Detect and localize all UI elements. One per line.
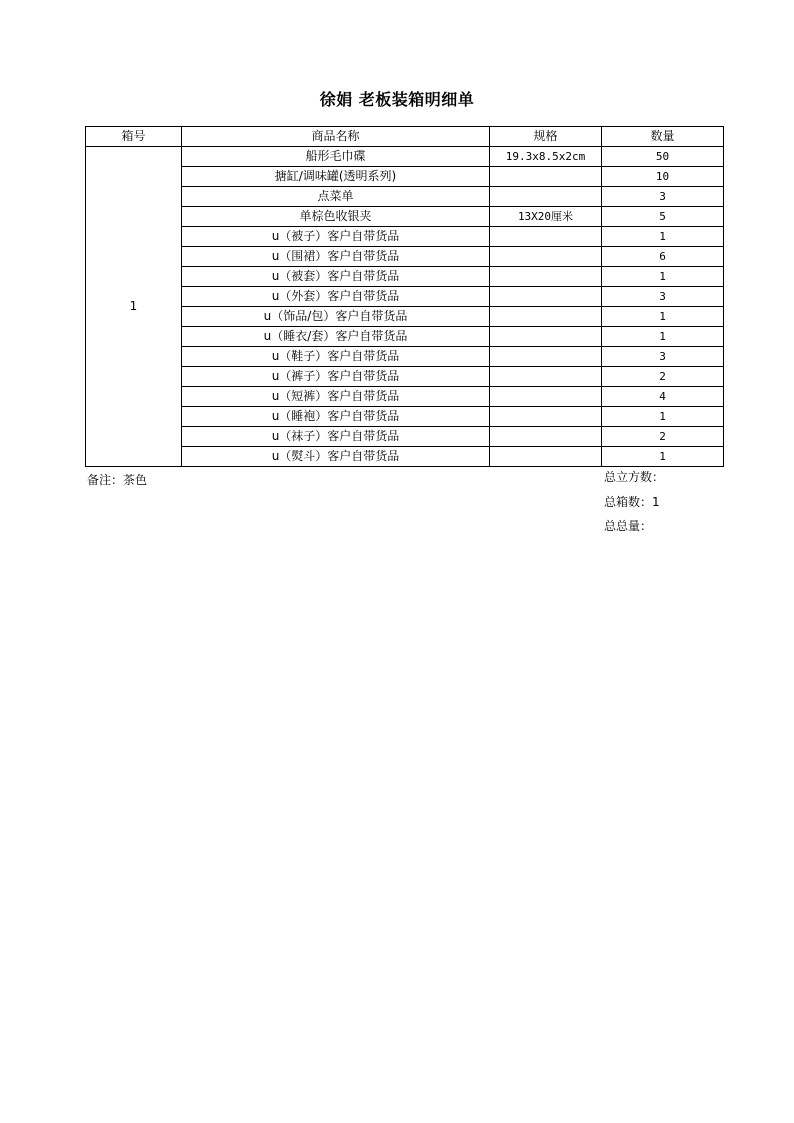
table-row <box>86 147 724 167</box>
total-volume-label: 总立方数： <box>604 470 665 484</box>
spec-cell <box>490 167 602 187</box>
quantity-cell: 2 <box>602 367 724 387</box>
quantity-cell: 5 <box>602 207 724 227</box>
header-quantity: 数量 <box>602 127 724 147</box>
product-name-cell: 船形毛巾碟 <box>182 147 490 167</box>
table-row <box>86 447 724 467</box>
table-row <box>86 307 724 327</box>
product-name-cell: u（睡袍）客户自带货品 <box>182 407 490 427</box>
table-row <box>86 287 724 307</box>
remark-text: 备注：茶色 <box>87 473 148 487</box>
spec-cell <box>490 367 602 387</box>
header-box-no: 箱号 <box>86 127 182 147</box>
product-name-cell: u（被套）客户自带货品 <box>182 267 490 287</box>
quantity-cell: 4 <box>602 387 724 407</box>
product-name-cell: u（熨斗）客户自带货品 <box>182 447 490 467</box>
spec-cell: 19.3x8.5x2cm <box>490 147 602 167</box>
spec-cell <box>490 267 602 287</box>
quantity-cell: 3 <box>602 347 724 367</box>
product-name-cell: u（裤子）客户自带货品 <box>182 367 490 387</box>
quantity-cell: 1 <box>602 227 724 247</box>
table-row <box>86 247 724 267</box>
quantity-cell: 3 <box>602 287 724 307</box>
packing-list-table <box>85 126 724 467</box>
product-name-cell: 单棕色收银夹 <box>182 207 490 227</box>
table-row <box>86 207 724 227</box>
page-title: 徐娟 老板装箱明细单 <box>319 90 475 109</box>
quantity-cell: 2 <box>602 427 724 447</box>
product-name-cell: 搪缸/调味罐(透明系列) <box>182 167 490 187</box>
quantity-cell: 1 <box>602 267 724 287</box>
product-name-cell: 点菜单 <box>182 187 490 207</box>
product-name-cell: u（饰品/包）客户自带货品 <box>182 307 490 327</box>
header-product-name: 商品名称 <box>182 127 490 147</box>
spec-cell <box>490 427 602 447</box>
table-header-row <box>86 127 724 147</box>
spec-cell <box>490 347 602 367</box>
box-number-cell: 1 <box>86 147 182 467</box>
spec-cell <box>490 407 602 427</box>
quantity-cell: 10 <box>602 167 724 187</box>
quantity-cell: 1 <box>602 327 724 347</box>
quantity-cell: 1 <box>602 307 724 327</box>
quantity-cell: 1 <box>602 447 724 467</box>
table-row <box>86 167 724 187</box>
table-row <box>86 227 724 247</box>
spec-cell <box>490 327 602 347</box>
spec-cell <box>490 187 602 207</box>
spec-cell <box>490 447 602 467</box>
total-boxes-label: 总箱数：1 <box>604 495 660 509</box>
table-row <box>86 267 724 287</box>
spec-cell <box>490 307 602 327</box>
spec-cell <box>490 247 602 267</box>
table-row <box>86 407 724 427</box>
product-name-cell: u（被子）客户自带货品 <box>182 227 490 247</box>
table-row <box>86 347 724 367</box>
product-name-cell: u（鞋子）客户自带货品 <box>182 347 490 367</box>
table-row <box>86 187 724 207</box>
spec-cell: 13X20厘米 <box>490 207 602 227</box>
product-name-cell: u（短裤）客户自带货品 <box>182 387 490 407</box>
table-row <box>86 387 724 407</box>
spec-cell <box>490 227 602 247</box>
product-name-cell: u（外套）客户自带货品 <box>182 287 490 307</box>
quantity-cell: 1 <box>602 407 724 427</box>
quantity-cell: 6 <box>602 247 724 267</box>
product-name-cell: u（睡衣/套）客户自带货品 <box>182 327 490 347</box>
table-row <box>86 327 724 347</box>
spec-cell <box>490 287 602 307</box>
spec-cell <box>490 387 602 407</box>
quantity-cell: 50 <box>602 147 724 167</box>
product-name-cell: u（围裙）客户自带货品 <box>182 247 490 267</box>
product-name-cell: u（袜子）客户自带货品 <box>182 427 490 447</box>
header-spec: 规格 <box>490 127 602 147</box>
table-body <box>86 147 724 467</box>
total-weight-label: 总总量： <box>604 519 653 533</box>
table-row <box>86 367 724 387</box>
table-row <box>86 427 724 447</box>
quantity-cell: 3 <box>602 187 724 207</box>
